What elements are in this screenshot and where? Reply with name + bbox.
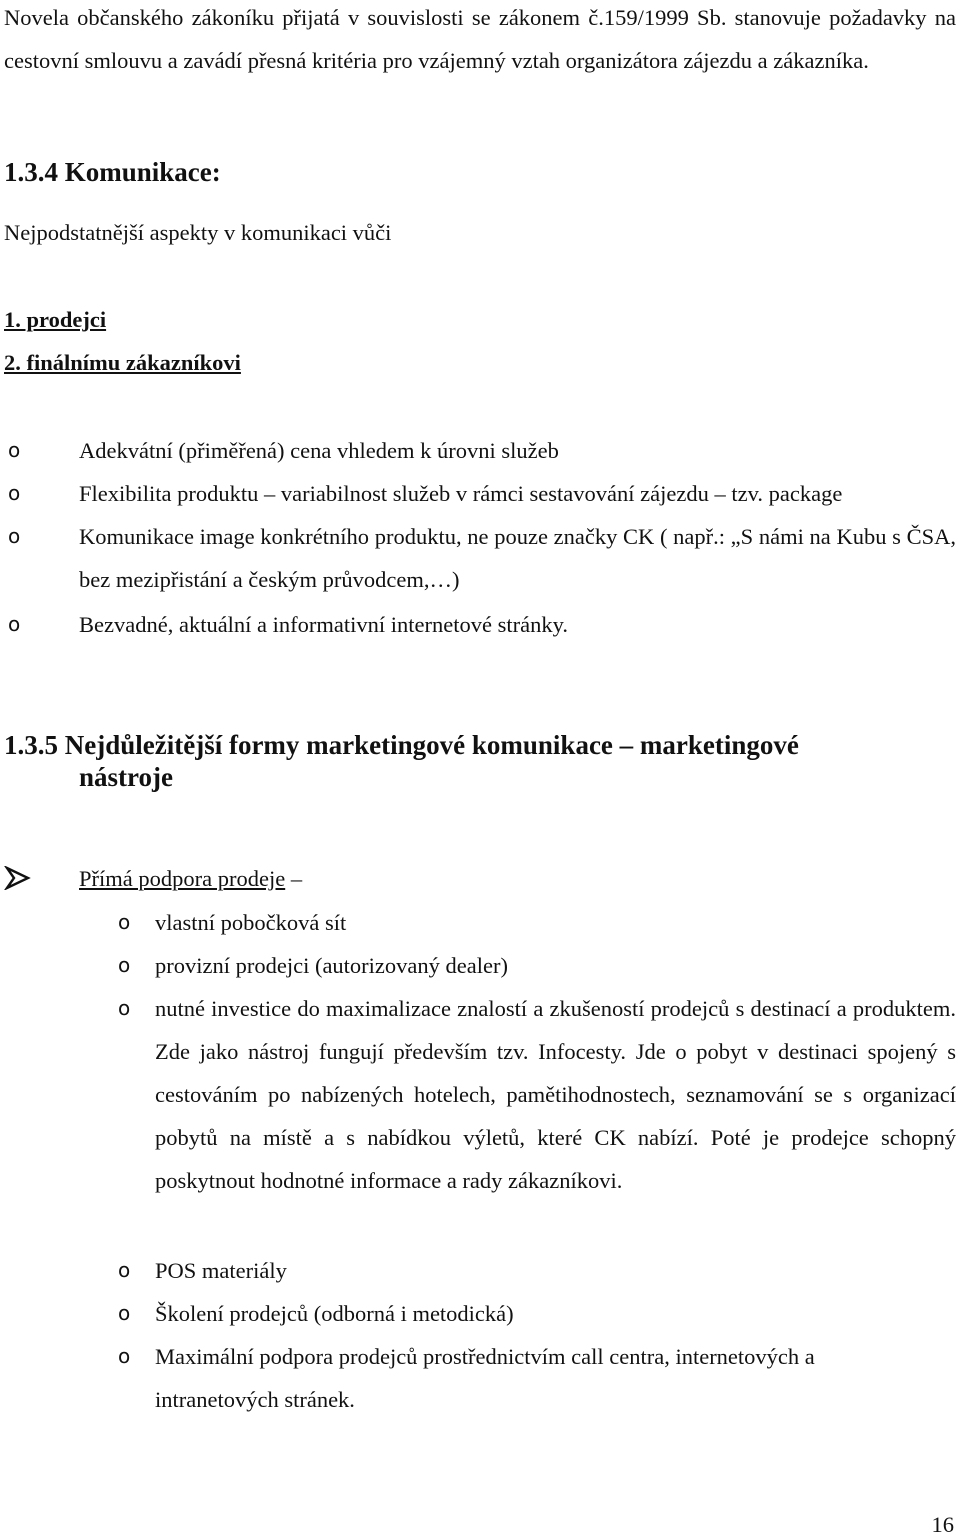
intro-paragraph: Novela občanského zákoníku přijatá v souvislosti se zákonem č.159/1999 Sb. stanovuje požadavky na cestovní smlouvu a zavádí přesná kritéria pro vzájemný vztah organizátora zájezdu a zákazníka.: [4, 5, 956, 73]
list-item: [0, 1292, 960, 1335]
list-item: [0, 472, 960, 515]
bullet-marker: o: [118, 1301, 131, 1325]
list-item: [0, 603, 960, 646]
section-heading-135-line2: nástroje: [79, 762, 173, 792]
section-heading-134: 1.3.4 Komunikace:: [4, 157, 221, 187]
list-item-text: Flexibilita produktu – variabilnost služeb v rámci sestavování zájezdu – tzv. package: [79, 481, 843, 506]
bullet-marker: o: [8, 438, 21, 462]
bullet-marker: o: [118, 953, 131, 977]
bullet-marker: o: [8, 524, 21, 548]
bullet-marker: o: [118, 1258, 131, 1282]
arrow-item: [79, 857, 302, 900]
page-number: 16: [931, 1512, 954, 1537]
target-item-2: 2. finálnímu zákazníkovi: [4, 350, 241, 375]
list-item-text: Komunikace image konkrétního produktu, ne pouze značky CK ( např.: „S námi na Kubu s ČSA, bez mezipřistání a českým průvodcem,…): [79, 524, 956, 592]
arrow-bullet-icon: [4, 866, 34, 890]
section-heading-135: 1.3.5 Nejdůležitější formy marketingové komunikace – marketingové: [4, 730, 799, 760]
list-item: [0, 987, 960, 1247]
list-item-text: Adekvátní (přiměřená) cena vhledem k úrovni služeb: [79, 438, 559, 463]
arrow-item-label: Přímá podpora prodeje: [79, 866, 286, 891]
bullet-marker: o: [118, 1344, 131, 1368]
list-item: [0, 429, 960, 472]
list-item-text: vlastní pobočková sít: [155, 910, 347, 935]
list-item: [0, 515, 960, 601]
list-item-text: Maximální podpora prodejců prostřednictvím call centra, internetových a intranetových stránek.: [155, 1344, 815, 1412]
bullet-marker: o: [118, 996, 131, 1020]
list-item: [0, 901, 960, 944]
list-item-text: nutné investice do maximalizace znalostí a zkušeností prodejců s destinací a produktem. Zde jako nástroj fungují především tzv. Infocesty. Jde o pobyt v destinaci spojený s cestováním po nabízených hotelech, pamětihodnostech, seznamování se s organizací pobytů na místě a s nabídkou výletů, které CK nabízí. Poté je prodejce schopný poskytnout hodnotné informace a rady zákazníkovi.: [155, 996, 956, 1193]
list-item-text: POS materiály: [155, 1258, 287, 1283]
target-item-1: 1. prodejci: [4, 307, 107, 332]
section-subtitle: Nejpodstatnější aspekty v komunikaci vůči: [4, 220, 392, 245]
bullet-marker: o: [8, 481, 21, 505]
list-item: [0, 944, 960, 987]
list-item-text: Školení prodejců (odborná i metodická): [155, 1301, 514, 1326]
list-item-text: provizní prodejci (autorizovaný dealer): [155, 953, 508, 978]
bullet-marker: o: [8, 612, 21, 636]
list-item: [0, 1335, 960, 1421]
list-item-text: Bezvadné, aktuální a informativní internetové stránky.: [79, 612, 569, 637]
list-item: [0, 1249, 960, 1292]
arrow-item-suffix: –: [285, 866, 303, 891]
bullet-marker: o: [118, 910, 131, 934]
